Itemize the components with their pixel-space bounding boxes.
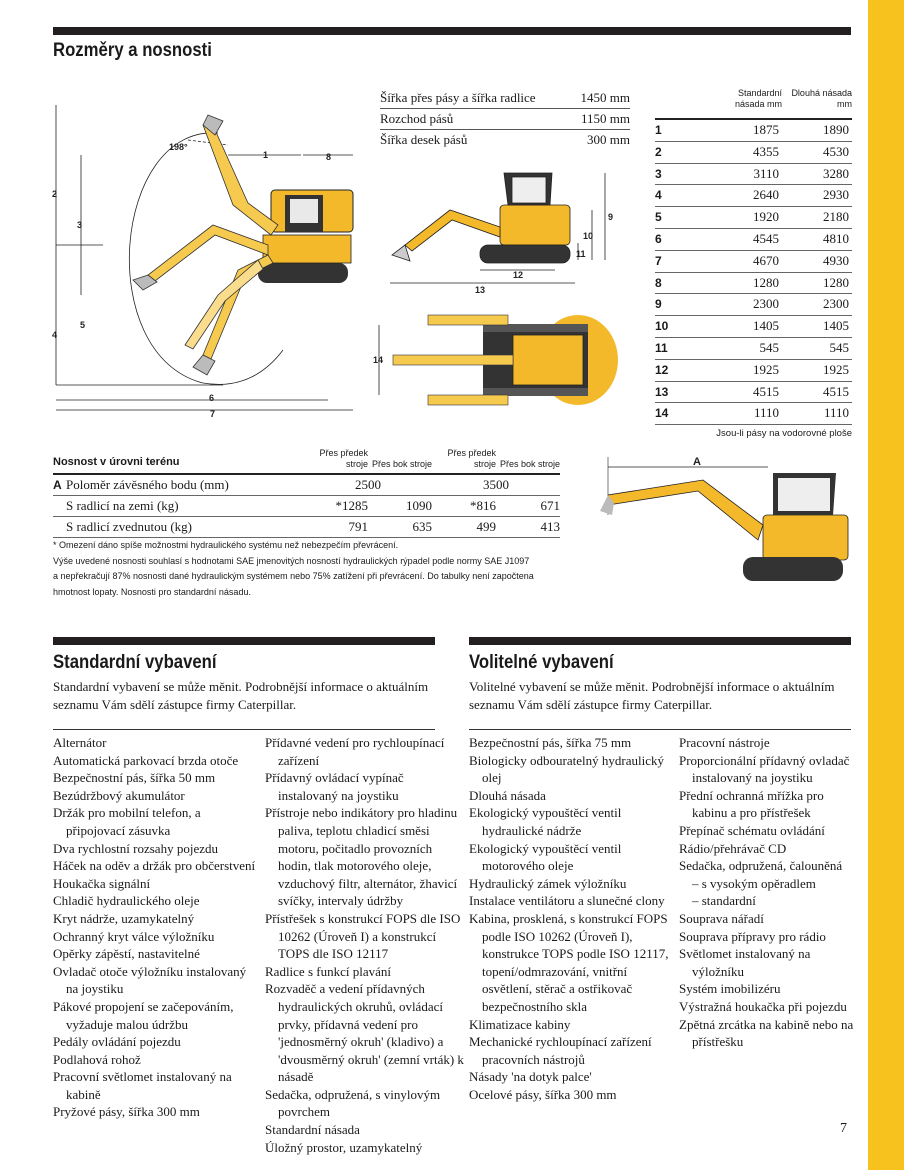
cell: 1110 bbox=[753, 405, 779, 421]
list-item: Přístřešek s konstrukcí FOPS dle ISO 10262 (Úroveň I) a konstrukcí TOPS dle ISO 12117 bbox=[265, 910, 461, 962]
list-item: Ochranný kryt válce výložníku bbox=[53, 928, 215, 944]
column-header: Přes předek stroje bbox=[319, 448, 368, 469]
dim-label: 5 bbox=[80, 320, 86, 330]
table-row bbox=[655, 185, 852, 207]
dim-label: A bbox=[693, 456, 701, 468]
angle-label: 198° bbox=[169, 142, 188, 152]
side-view-diagram bbox=[380, 165, 620, 295]
list-item: Přístroje nebo indikátory pro hladinu paliva, teplotu chladicí směsi motoru, počitadlo provozních hodin, tlak motorového oleje, vzduchový filtr, alternátor, žhavicí svíčky, intervaly údržby bbox=[265, 805, 458, 909]
dim-label: 9 bbox=[608, 212, 614, 222]
dim-label: 6 bbox=[209, 393, 215, 403]
list-item: Standardní násada bbox=[265, 1122, 360, 1138]
cell: 545 bbox=[829, 339, 849, 355]
standard-list-col2 bbox=[265, 734, 465, 1156]
cell: 4515 bbox=[823, 383, 849, 399]
list-item: – standardní bbox=[692, 893, 756, 909]
row-number: 8 bbox=[655, 275, 662, 290]
dim-label: 12 bbox=[513, 270, 524, 280]
list-item: Ekologický vypouštěcí ventil hydraulické nádrže bbox=[469, 805, 622, 838]
standard-list-col1 bbox=[53, 734, 261, 1121]
cell: 3500 bbox=[483, 477, 509, 492]
page-number: 7 bbox=[840, 1121, 847, 1136]
list-item: Klimatizace kabiny bbox=[469, 1016, 571, 1032]
cell: 4355 bbox=[753, 143, 779, 159]
table-header bbox=[655, 88, 852, 118]
table-row bbox=[655, 360, 852, 382]
list-item: – s vysokým opěradlem bbox=[692, 875, 816, 891]
table-row bbox=[655, 273, 852, 295]
spec-row bbox=[380, 109, 630, 130]
list-item: Hydraulický zámek výložníku bbox=[469, 875, 627, 891]
cell: 1280 bbox=[823, 274, 849, 290]
cell: 1925 bbox=[753, 361, 779, 377]
cell: 4810 bbox=[823, 230, 849, 246]
row-number: 13 bbox=[655, 384, 669, 399]
list-item: Bezúdržbový akumulátor bbox=[53, 787, 185, 803]
row-number: 4 bbox=[655, 188, 662, 203]
list-item: Automatická parkovací brzda otoče bbox=[53, 752, 239, 768]
table-row bbox=[655, 382, 852, 404]
list-item: Bezpečnostní pás, šířka 75 mm bbox=[469, 735, 632, 750]
section-rule bbox=[53, 637, 435, 645]
list-item: Souprava přípravy pro rádio bbox=[679, 928, 826, 944]
spec-value: 300 mm bbox=[587, 132, 630, 147]
standard-equipment-title: Standardní vybavení bbox=[53, 652, 217, 673]
list-item: Ovladač otoče výložníku instalovaný na joystiku bbox=[53, 963, 247, 997]
list-item: Instalace ventilátoru a slunečné clony bbox=[469, 893, 665, 909]
row-number: 10 bbox=[655, 319, 669, 334]
row-number: 5 bbox=[655, 210, 662, 225]
cell: 671 bbox=[540, 498, 560, 513]
optional-intro: Volitelné vybavení se může měnit. Podrobnější informace o aktuálním seznamu Vám sdělí zástupce firmy Caterpillar. bbox=[469, 679, 835, 712]
table-row bbox=[53, 475, 560, 496]
row-number: 14 bbox=[655, 406, 669, 421]
list-item: Světlomet instalovaný na výložníku bbox=[679, 946, 811, 979]
cell: 4515 bbox=[753, 383, 779, 399]
list-item: Alternátor bbox=[53, 735, 107, 750]
list-item: Opěrky zápěstí, nastavitelné bbox=[53, 946, 200, 962]
cell: 3280 bbox=[823, 165, 849, 181]
row-number: 1 bbox=[655, 123, 662, 137]
list-item: Mechanické rychloupínací zařízení pracovních nástrojů bbox=[469, 1034, 652, 1067]
table-row bbox=[655, 164, 852, 186]
cell: *1285 bbox=[335, 498, 368, 513]
dim-label: 8 bbox=[326, 152, 332, 162]
list-item: Ekologický vypouštěcí ventil motorového oleje bbox=[469, 840, 622, 874]
table-row bbox=[655, 207, 852, 229]
list-item: Ocelové pásy, šířka 300 mm bbox=[469, 1086, 617, 1102]
spec-row bbox=[380, 130, 630, 150]
list-item: Dva rychlostní rozsahy pojezdu bbox=[53, 840, 218, 856]
list-item: Úložný prostor, uzamykatelný bbox=[265, 1139, 423, 1155]
cell: 4930 bbox=[823, 252, 849, 268]
cell: 2500 bbox=[355, 477, 381, 492]
list-item: Podlahová rohož bbox=[53, 1051, 141, 1067]
spec-label: Šířka přes pásy a šířka radlice bbox=[380, 90, 536, 105]
cell: 1280 bbox=[753, 274, 779, 290]
row-number: 11 bbox=[655, 340, 668, 355]
cell: 1875 bbox=[753, 122, 779, 137]
list-item: Přídavné vedení pro rychloupínací zařízení bbox=[265, 735, 445, 768]
dimensions-table bbox=[655, 88, 852, 439]
table-row bbox=[655, 142, 852, 164]
optional-list-col2 bbox=[679, 734, 854, 1051]
list-item: Pracovní nástroje bbox=[679, 735, 770, 750]
spec-label: Rozchod pásů bbox=[380, 111, 454, 126]
column-header: Přes bok stroje bbox=[499, 459, 560, 469]
table-row bbox=[655, 251, 852, 273]
footnote: hmotnost lopaty. Nosnosti pro standardní násadu. bbox=[53, 586, 251, 597]
list-item: Háček na oděv a držák pro občerstvení bbox=[53, 858, 256, 874]
cell: *816 bbox=[470, 498, 496, 513]
optional-list-col1 bbox=[469, 734, 674, 1103]
list-item: Sedačka, odpružená, čalouněná bbox=[679, 858, 843, 874]
list-item: Kabina, prosklená, s konstrukcí FOPS podle ISO 10262 (Úroveň I), konstrukce TOPS podle ISO 12117, topení/odmrazování, vnitřní osvětlení, stěrač a ostřikovač bezpečnostního skla bbox=[469, 910, 669, 1014]
list-item: Rádio/přehrávač CD bbox=[679, 840, 787, 856]
list-item: Biologicky odbouratelný hydraulický olej bbox=[469, 752, 664, 786]
table-row bbox=[655, 294, 852, 316]
list-item: Pryžové pásy, šířka 300 mm bbox=[53, 1104, 200, 1120]
list-item: Dlouhá násada bbox=[469, 787, 546, 803]
table-row bbox=[655, 338, 852, 360]
table-header bbox=[53, 440, 560, 475]
table-note: Jsou-li pásy na vodorovné ploše bbox=[716, 428, 852, 440]
yellow-edge-bar bbox=[868, 0, 904, 1170]
table-row bbox=[655, 118, 852, 142]
list-item: Houkačka signální bbox=[53, 875, 151, 891]
footnote: Výše uvedené nosnosti souhlasí s hodnotami SAE jmenovitých nosností hydraulických rýpadel podle normy SAE J1097 bbox=[53, 555, 530, 566]
spec-row bbox=[380, 88, 630, 109]
spec-label: Šířka desek pásů bbox=[380, 132, 468, 147]
reach-diagram bbox=[53, 85, 358, 425]
cell: 4545 bbox=[753, 230, 779, 246]
spec-list bbox=[380, 88, 630, 150]
cell: 499 bbox=[476, 519, 496, 534]
row-number: 9 bbox=[655, 297, 662, 312]
cell: 2300 bbox=[753, 296, 779, 312]
spec-value: 1450 mm bbox=[580, 90, 630, 105]
list-item: Rozvaděč a vedení přídavných hydraulických okruhů, ovládací prvky, přídavná vedení pro 'jednosměrný okruh' (kladivo) a 'dvousměrný okruh' (zemní vrták) k násadě bbox=[265, 981, 464, 1085]
footnote: a nepřekračují 87% nosnosti dané hydraulickým systémem nebo 75% zatížení při převrácení. Do tabulky není započtena bbox=[53, 571, 534, 581]
dim-label: 3 bbox=[77, 220, 83, 230]
table-row bbox=[655, 229, 852, 251]
row-label: S radlicí zvednutou (kg) bbox=[66, 519, 192, 534]
column-header: Přes předek stroje bbox=[447, 448, 496, 469]
row-letter: A bbox=[53, 478, 62, 492]
table-row bbox=[53, 517, 560, 538]
list-item: Kryt nádrže, uzamykatelný bbox=[53, 910, 195, 926]
dim-label: 13 bbox=[475, 285, 486, 295]
standard-intro: Standardní vybavení se může měnit. Podrobnější informace o aktuálním seznamu Vám sdělí zástupce firmy Caterpillar. bbox=[53, 679, 429, 712]
row-number: 6 bbox=[655, 231, 662, 246]
list-item: Radlice s funkcí plavání bbox=[265, 963, 391, 979]
row-number: 12 bbox=[655, 362, 669, 377]
page-title: Rozměry a nosnosti bbox=[53, 40, 212, 61]
cell: 2180 bbox=[823, 209, 849, 225]
cell: 1110 bbox=[823, 405, 849, 421]
cell: 2300 bbox=[823, 296, 849, 312]
list-item: Pracovní světlomet instalovaný na kabině bbox=[53, 1069, 232, 1102]
list-item: Přídavný ovládací vypínač instalovaný na joystiku bbox=[265, 770, 404, 803]
cell: 1090 bbox=[406, 498, 432, 513]
cell: 4530 bbox=[823, 143, 849, 159]
cell: 1925 bbox=[823, 361, 849, 377]
footnotes bbox=[53, 538, 553, 600]
list-item: Násady 'na dotyk palce' bbox=[469, 1069, 592, 1085]
cell: 3110 bbox=[753, 165, 779, 181]
row-label: Poloměr závěsného bodu (mm) bbox=[66, 477, 229, 492]
dim-label: 11 bbox=[576, 249, 586, 259]
spec-value: 1150 mm bbox=[581, 111, 630, 126]
row-number: 7 bbox=[655, 253, 662, 268]
list-item: Systém imobilizéru bbox=[679, 981, 781, 997]
cell: 635 bbox=[412, 519, 432, 534]
cell: 1920 bbox=[753, 209, 779, 225]
dim-label: 1 bbox=[263, 150, 269, 160]
top-rule bbox=[53, 27, 851, 35]
load-radius-diagram bbox=[578, 445, 853, 590]
column-header: Dlouhá násada mm bbox=[791, 88, 852, 109]
table-title: Nosnost v úrovni terénu bbox=[53, 456, 180, 468]
column-header: Standardní násada mm bbox=[734, 88, 782, 109]
dim-label: 10 bbox=[583, 231, 594, 241]
cell: 1405 bbox=[823, 318, 849, 334]
list-item: Zpětná zrcátka na kabině nebo na přístřešku bbox=[679, 1016, 854, 1050]
section-rule bbox=[469, 637, 851, 645]
list-item: Chladič hydraulického oleje bbox=[53, 893, 200, 909]
cell: 545 bbox=[759, 339, 779, 355]
list-item: Pedály ovládání pojezdu bbox=[53, 1034, 181, 1050]
dim-label: 4 bbox=[52, 330, 58, 340]
dim-label: 2 bbox=[52, 189, 58, 199]
row-number: 2 bbox=[655, 144, 662, 159]
list-item: Přepínač schématu ovládání bbox=[679, 822, 825, 838]
list-item: Souprava nářadí bbox=[679, 910, 764, 926]
cell: 2640 bbox=[753, 187, 779, 203]
list-item: Bezpečnostní pás, šířka 50 mm bbox=[53, 770, 216, 786]
table-row bbox=[53, 496, 560, 517]
dim-label: 14 bbox=[373, 355, 384, 365]
divider bbox=[469, 729, 851, 730]
cell: 2930 bbox=[823, 187, 849, 203]
cell: 791 bbox=[348, 519, 368, 534]
row-number: 3 bbox=[655, 166, 662, 181]
list-item: Držák pro mobilní telefon, a připojovací zásuvka bbox=[53, 805, 201, 838]
cell: 413 bbox=[540, 519, 560, 534]
list-item: Proporcionální přídavný ovladač instalovaný na joystiku bbox=[679, 752, 850, 786]
cell: 4670 bbox=[753, 252, 779, 268]
cell: 1405 bbox=[753, 318, 779, 334]
table-row bbox=[655, 403, 852, 425]
load-capacity-table bbox=[53, 440, 560, 538]
list-item: Výstražná houkačka při pojezdu bbox=[679, 998, 847, 1014]
list-item: Přední ochranná mřížka pro kabinu a pro přístřešek bbox=[679, 787, 824, 821]
optional-equipment-title: Volitelné vybavení bbox=[469, 652, 614, 673]
list-item: Pákové propojení se začepováním, vyžaduje malou údržbu bbox=[53, 998, 234, 1032]
dim-label: 7 bbox=[210, 409, 216, 419]
column-header: Přes bok stroje bbox=[371, 459, 432, 469]
row-label: S radlicí na zemi (kg) bbox=[66, 498, 179, 513]
divider bbox=[53, 729, 435, 730]
cell: 1890 bbox=[823, 122, 849, 137]
top-view-diagram bbox=[373, 310, 628, 415]
list-item: Sedačka, odpružená, s vinylovým povrchem bbox=[265, 1086, 441, 1120]
footnote: * Omezení dáno spíše možnostmi hydraulického systému než nebezpečím převrácení. bbox=[53, 540, 399, 550]
table-row bbox=[655, 316, 852, 338]
